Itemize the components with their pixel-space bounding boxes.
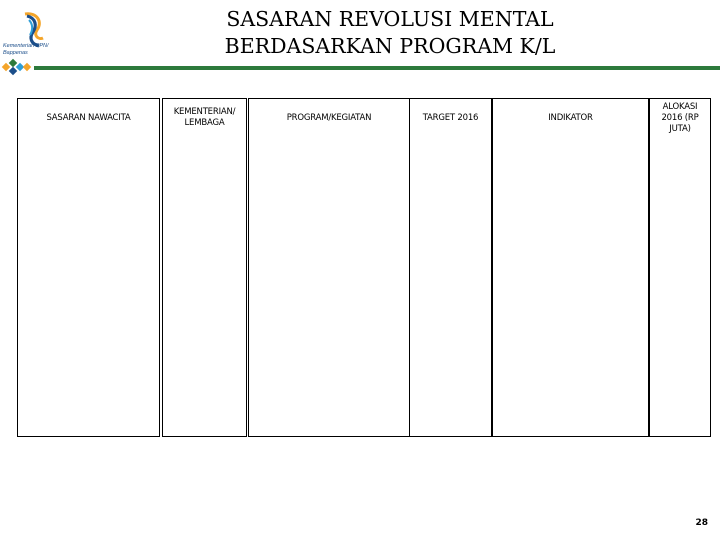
title-line-2: BERDASARKAN PROGRAM K/L	[224, 34, 556, 58]
logo-line-2: Bappenas	[3, 50, 28, 56]
page-number: 28	[695, 518, 708, 528]
column-header: KEMENTERIAN/ LEMBAGA	[173, 107, 236, 128]
column-target-2016	[409, 98, 492, 437]
page-title	[140, 6, 640, 60]
column-kementerian-lembaga	[162, 98, 247, 437]
column-alokasi-2016	[649, 98, 711, 437]
column-indikator	[492, 98, 649, 437]
column-header: SASARAN NAWACITA	[46, 112, 131, 123]
title-line-1: SASARAN REVOLUSI MENTAL	[226, 7, 554, 31]
column-header: ALOKASI 2016 (RP JUTA)	[661, 101, 699, 134]
column-program-kegiatan	[248, 98, 410, 437]
logo-text	[3, 43, 49, 57]
column-header: PROGRAM/KEGIATAN	[286, 112, 372, 123]
logo-line-1: Kementerian PPN/	[3, 43, 49, 49]
column-header: TARGET 2016	[422, 112, 479, 123]
title-rule	[34, 66, 720, 70]
column-sasaran-nawacita	[17, 98, 160, 437]
column-header: INDIKATOR	[548, 112, 593, 123]
